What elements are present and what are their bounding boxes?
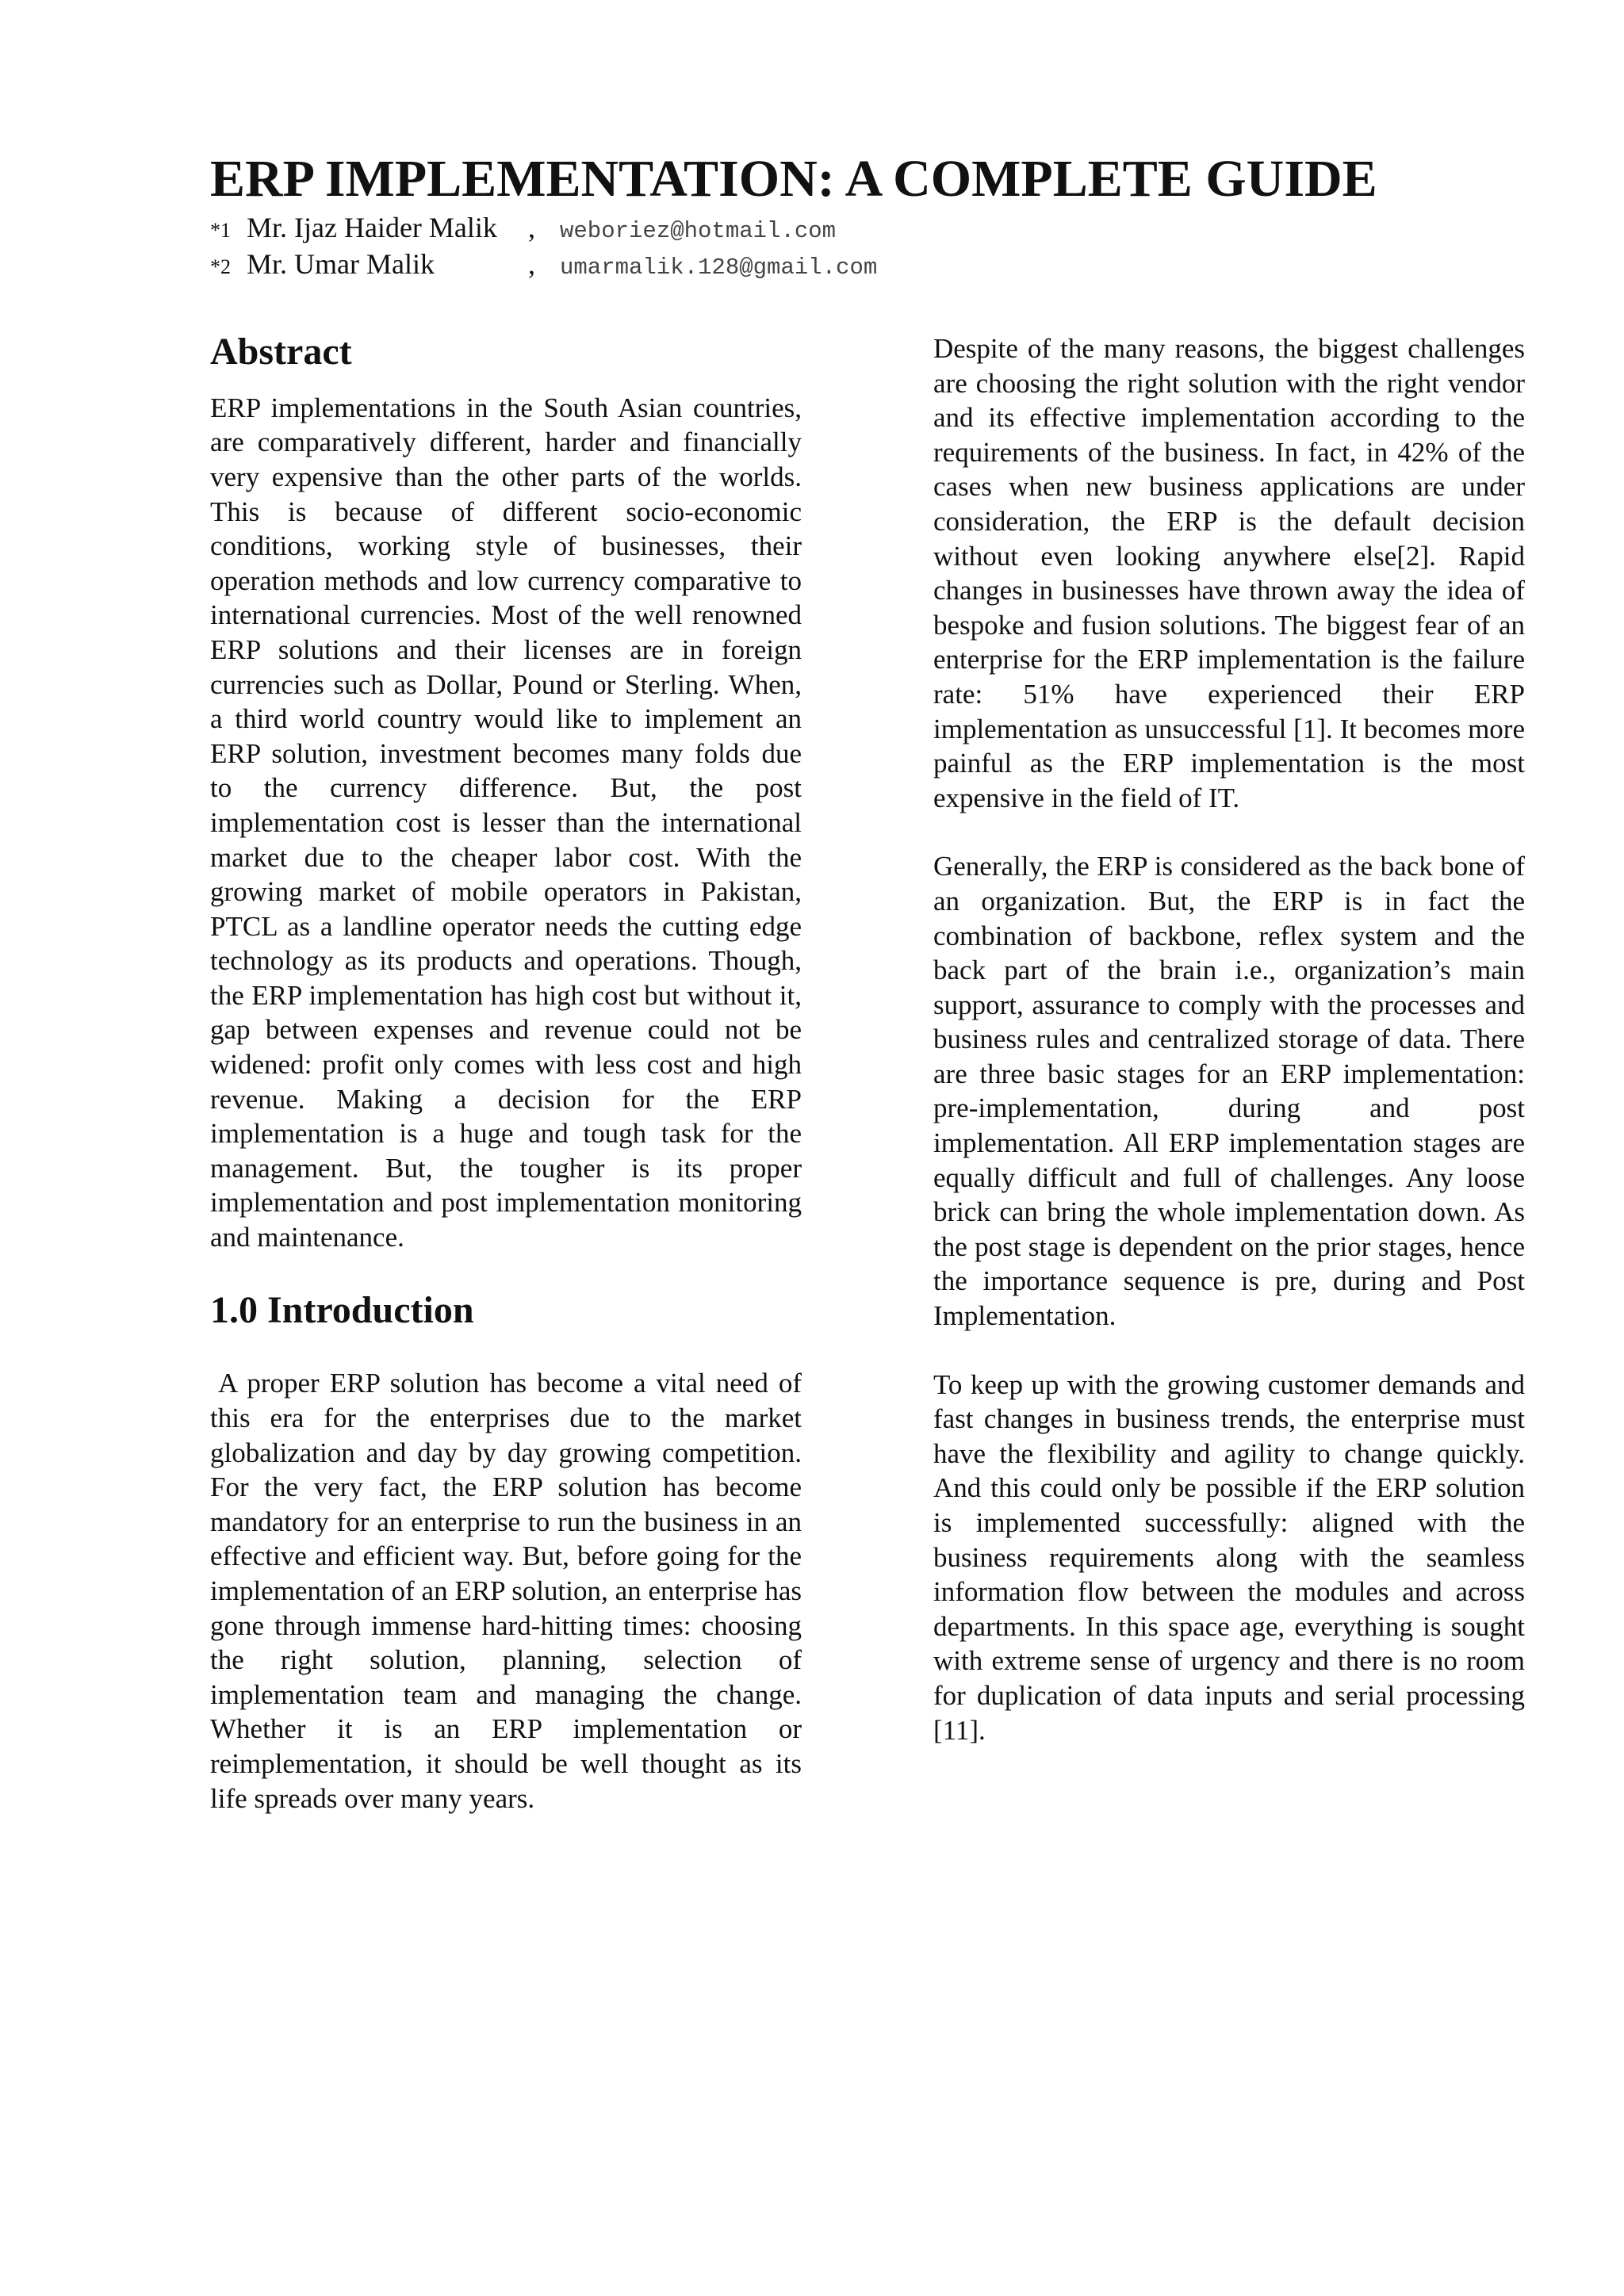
abstract-text: ERP implementations in the South Asian countries, are comparatively different, harder and financially very expensive than the other parts of the worlds. This is because of different socio-economic conditions, working style of businesses, their operation methods and low currency comparative to international currencies. Most of the well renowned ERP solutions and their licenses are in foreign currencies such as Dollar, Pound or Sterling. When, a third world country would like to implement an ERP solution, investment becomes many folds due to the currency difference. But, the post implementation cost is lesser than the international market due to the cheaper labor cost. With the growing market of mobile operators in Pakistan, PTCL as a landline operator needs the cutting edge technology as its products and operations. Though, the ERP implementation has high cost but without it, gap between expenses and revenue could not be widened: profit only comes with less cost and high revenue. Making a decision for the ERP implementation is a huge and tough task for the management. But, the tougher is its proper implementation and post implementation monitoring and maintenance. <box>210 392 802 1253</box>
introduction-paragraph: Generally, the ERP is considered as the back bone of an organization. But, the ERP is in fact the combination of backbone, reflex system and the back part of the brain i.e., organization’s main support, assurance to comply with the processes and business rules and centralized storage of data. There are three basic stages for an ERP implementation: pre-implementation, during and post implementation. All ERP implementation stages are equally difficult and full of challenges. Any loose brick can bring the whole implementation down. As the post stage is dependent on the prior stages, hence the importance sequence is pre, during and Post Implementation. <box>933 851 1525 1332</box>
right-column <box>933 331 1525 1781</box>
author-line <box>210 211 836 246</box>
author-separator: , <box>528 212 535 243</box>
author-email: umarmalik.128@gmail.com <box>560 254 878 281</box>
author-name: Mr. Ijaz Haider Malik <box>247 212 497 243</box>
author-name: Mr. Umar Malik <box>247 248 435 280</box>
author-marker: *2 <box>210 255 231 278</box>
abstract-heading: Abstract <box>210 331 352 373</box>
author-line <box>210 247 877 282</box>
left-column <box>210 331 802 1850</box>
author-marker: *1 <box>210 219 231 242</box>
introduction-paragraph: To keep up with the growing customer demands and fast changes in business trends, the enterprise must have the flexibility and agility to change quickly. And this could only be possible if the ERP solution is implemented successfully: aligned with the business requirements along with the seamless information flow between the modules and across departments. In this space age, everything is sought with extreme sense of urgency and there is no room for duplication of data inputs and serial processing [11]. <box>933 1368 1525 1746</box>
introduction-heading: 1.0 Introduction <box>210 1288 474 1331</box>
author-email: weboriez@hotmail.com <box>560 218 837 244</box>
introduction-paragraph: Despite of the many reasons, the biggest challenges are choosing the right solution with the right vendor and its effective implementation according to the requirements of the business. In fact, in 42% of the cases when new business applications are under consideration, the ERP is the default decision without even looking anywhere else[2]. Rapid changes in businesses have thrown away the idea of bespoke and fusion solutions. The biggest fear of an enterprise for the ERP implementation is the failure rate: 51% have experienced their ERP implementation as unsuccessful [1]. It becomes more painful as the ERP implementation is the most expensive in the field of IT. <box>933 333 1525 813</box>
author-separator: , <box>528 248 535 280</box>
introduction-paragraph: A proper ERP solution has become a vital need of this era for the enterprises due to the market globalization and day by day growing competition. For the very fact, the ERP solution has become mandatory for an enterprise to run the business in an effective and efficient way. But, before going for the implementation of an ERP solution, an enterprise has gone through immense hard-hitting times: choosing the right solution, planning, selection of implementation team and managing the change. Whether it is an ERP implementation or reimplementation, it should be well thought as its life spreads over many years. <box>210 1368 802 1814</box>
paper-title: ERP IMPLEMENTATION: A COMPLETE GUIDE <box>210 150 1377 208</box>
